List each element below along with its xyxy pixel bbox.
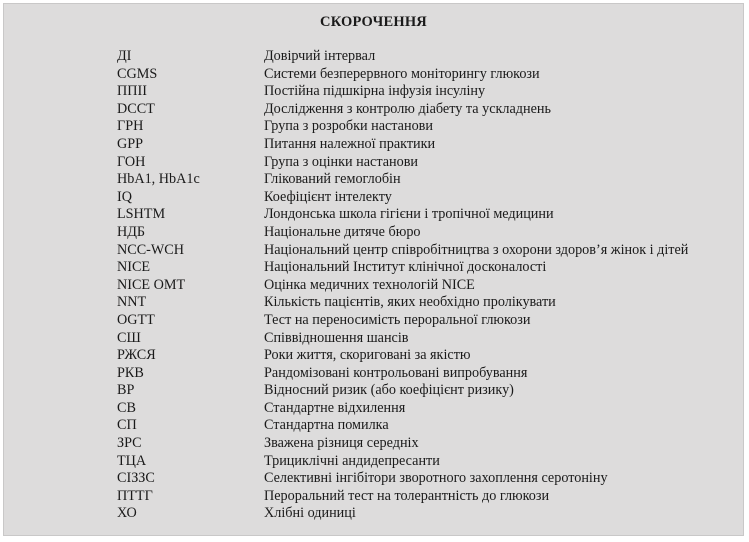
abbreviation-meaning: Співвідношення шансів <box>264 329 409 346</box>
abbreviation-meaning: Кількість пацієнтів, яких необхідно пролікувати <box>264 294 556 311</box>
abbreviation-meaning: Оцінка медичних технологій NICE <box>264 276 475 293</box>
abbreviation-meaning: Національне дитяче бюро <box>264 223 421 240</box>
abbreviation: СВ <box>117 399 136 416</box>
abbreviation-meaning: Відносний ризик (або коефіцієнт ризику) <box>264 382 514 399</box>
abbreviation: ДІ <box>117 48 132 64</box>
abbreviation-meaning: Глікований гемоглобін <box>264 171 401 188</box>
abbreviation: NNT <box>117 294 147 311</box>
abbreviation: DCCT <box>117 100 155 117</box>
page-title: СКОРОЧЕННЯ <box>320 14 427 30</box>
abbreviation: LSHTM <box>117 206 166 223</box>
abbreviation: ЗРС <box>117 435 142 452</box>
abbreviations-panel <box>3 3 744 536</box>
abbreviation-meaning: Група з оцінки настанови <box>264 153 418 170</box>
abbreviation: OGTT <box>117 311 155 328</box>
abbreviation: ГОН <box>117 153 146 170</box>
abbreviation-meaning: Національний Інститут клінічної досконалості <box>264 259 547 276</box>
abbreviation: NCC-WCH <box>117 241 184 258</box>
abbreviation: GPP <box>117 135 144 152</box>
abbreviation-meaning: Хлібні одиниці <box>264 505 356 522</box>
abbreviation: РЖСЯ <box>117 347 156 364</box>
abbreviation-meaning: Довірчий інтервал <box>264 48 376 64</box>
abbreviation-meaning: Дослідження з контролю діабету та ускладнень <box>264 100 551 117</box>
abbreviation-meaning: Рандомізовані контрольовані випробування <box>264 364 528 381</box>
abbreviation-meaning: Пероральний тест на толерантність до глюкози <box>264 487 550 504</box>
abbreviation: ГРН <box>117 118 144 135</box>
abbreviation: ТЦА <box>117 452 147 469</box>
abbreviation-meaning: Роки життя, скориговані за якістю <box>264 347 471 364</box>
abbreviation: ППІІ <box>117 83 147 100</box>
abbreviation-meaning: Коефіцієнт інтелекту <box>264 188 392 205</box>
abbreviation: РКВ <box>117 364 144 381</box>
abbreviation: IQ <box>117 188 132 205</box>
abbreviation: NICE <box>117 259 151 276</box>
abbreviation-meaning: Національний центр співробітництва з охорони здоров’я жінок і дітей <box>264 241 689 258</box>
abbreviation: СП <box>117 417 137 434</box>
abbreviation-meaning: Стандартне відхилення <box>264 399 406 416</box>
abbreviation-meaning: Зважена різниця середніх <box>264 435 419 452</box>
abbreviation: NICE ОМТ <box>117 276 186 293</box>
abbreviation: СШ <box>117 329 141 346</box>
abbreviation-meaning: Селективні інгібітори зворотного захоплення серотоніну <box>264 470 608 487</box>
abbreviation: ВР <box>117 382 135 399</box>
abbreviation: ПТТГ <box>117 487 153 504</box>
abbreviation: НДБ <box>117 223 146 240</box>
abbreviation-meaning: Лондонська школа гігієни і тропічної медицини <box>264 206 554 223</box>
abbreviation: CGMS <box>117 65 158 82</box>
abbreviation-meaning: Група з розробки настанови <box>264 118 433 135</box>
abbreviation-meaning: Стандартна помилка <box>264 417 389 434</box>
abbreviation: СІЗЗС <box>117 470 155 487</box>
abbreviation-meaning: Тест на переносимість пероральної глюкози <box>264 311 531 328</box>
abbreviation-meaning: Питання належної практики <box>264 135 436 152</box>
abbreviation-meaning: Постійна підшкірна інфузія інсуліну <box>264 83 486 100</box>
abbreviation-meaning: Трициклічні андидепресанти <box>264 452 440 469</box>
abbreviation: HbA1, HbA1c <box>117 171 200 188</box>
abbreviation: ХО <box>117 505 137 522</box>
abbreviation-meaning: Системи безперервного моніторингу глюкози <box>264 65 540 82</box>
